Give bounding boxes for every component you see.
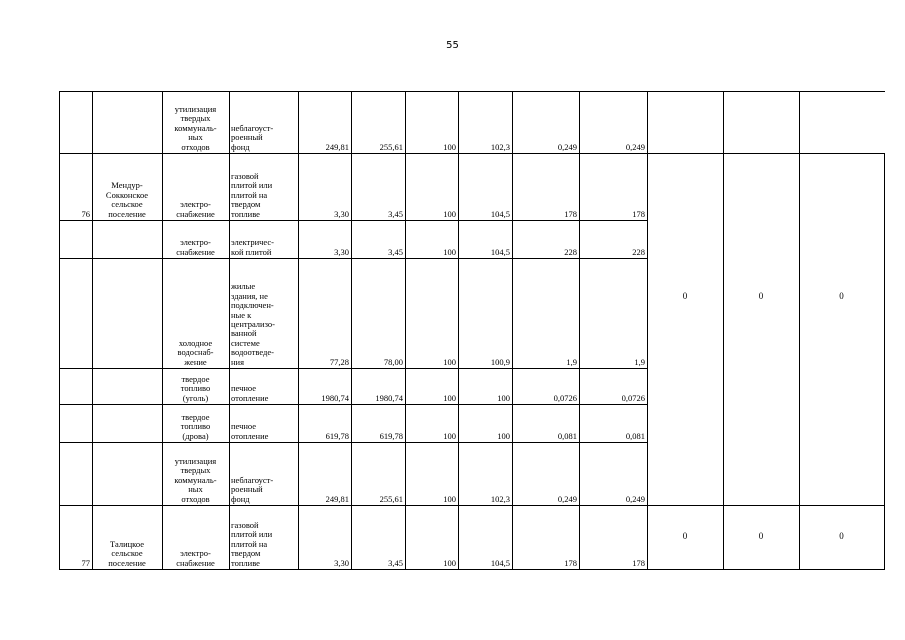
utility-type-line: твердых: [180, 113, 211, 124]
value-v2: [353, 248, 403, 257]
value-v3-line: 100: [443, 493, 456, 504]
housing-category-line: централизо-: [231, 319, 275, 330]
settlement-name-line: сельское: [111, 199, 143, 210]
value-v6: [581, 559, 645, 568]
utility-type: [164, 105, 227, 152]
value-v3: [407, 210, 456, 219]
value-v4-line: 100,9: [490, 356, 510, 367]
housing-category-line: плитой на: [231, 538, 268, 549]
settlement-name-line: поселение: [108, 557, 146, 568]
value-v2-line: 3,45: [388, 208, 403, 219]
housing-category-line: электричес-: [231, 237, 275, 248]
value-v1: [300, 432, 349, 441]
value-v6-line: 178: [632, 208, 645, 219]
value-v2: [353, 394, 403, 403]
housing-category-line: роенный: [231, 132, 263, 143]
value-v6: [581, 394, 645, 403]
value-v6-line: 178: [632, 557, 645, 568]
housing-category-line: твердом: [231, 199, 261, 210]
data-table: [59, 91, 884, 569]
housing-category-line: плитой на: [231, 189, 268, 200]
housing-category-line: ния: [231, 356, 245, 367]
value-v5: [514, 358, 577, 367]
value-v3-line: 100: [443, 141, 456, 152]
settlement-name-line: Талицкое: [110, 538, 144, 549]
utility-type-line: утилизация: [174, 456, 217, 466]
housing-category-line: ные к: [231, 309, 252, 320]
utility-type: [164, 200, 227, 219]
housing-category-line: печное: [231, 383, 257, 394]
housing-category-line: газовой: [231, 171, 259, 181]
value-v3: [407, 248, 456, 257]
value-v1: [300, 248, 349, 257]
settlement-name-line: сельское: [111, 548, 143, 559]
merged-value-1: 0: [682, 291, 688, 301]
value-v5: [514, 432, 577, 441]
housing-category-line: водоотведе-: [231, 347, 274, 358]
table-vline: [59, 91, 60, 569]
housing-category-line: системе: [231, 337, 260, 348]
settlement-name-line: Сокконское: [105, 189, 149, 200]
value-v5: [514, 559, 577, 568]
table-hline: [59, 569, 885, 570]
value-v6-line: 1,9: [634, 356, 645, 367]
housing-category-line: топливе: [231, 557, 260, 568]
value-v1: [300, 495, 349, 504]
housing-category-line: отопление: [231, 392, 269, 403]
value-v1: [300, 210, 349, 219]
housing-category: [231, 521, 296, 568]
value-v2: [353, 210, 403, 219]
value-v2: [353, 143, 403, 152]
value-v4: [460, 559, 510, 568]
utility-type: [164, 413, 227, 441]
table-hline: [59, 505, 885, 506]
value-v3: [407, 358, 456, 367]
utility-type-line: топливо: [180, 421, 211, 432]
value-v1: [300, 394, 349, 403]
value-v1-line: 3,30: [334, 208, 349, 219]
value-v2-line: 1980,74: [375, 392, 403, 403]
row-number: [61, 210, 90, 219]
utility-type-line: (уголь): [182, 392, 209, 403]
housing-category: [231, 476, 296, 504]
value-v1-line: 249,81: [325, 493, 349, 504]
value-v4: [460, 143, 510, 152]
table-vline: [298, 91, 299, 569]
housing-category-line: отопление: [231, 430, 269, 441]
utility-type-line: электро-: [180, 237, 211, 248]
value-v5-line: 178: [564, 208, 577, 219]
value-v4: [460, 358, 510, 367]
value-v1-line: 619,78: [325, 430, 349, 441]
utility-type-line: снабжение: [176, 208, 215, 219]
value-v3-line: 100: [443, 557, 456, 568]
table-vline: [92, 91, 93, 569]
table-vline: [229, 91, 230, 569]
value-v5: [514, 248, 577, 257]
table-hline: [59, 153, 885, 154]
utility-type-line: электро-: [180, 548, 211, 559]
value-v2-line: 3,45: [388, 557, 403, 568]
merged-value-1: 0: [682, 531, 688, 541]
table-vline: [579, 91, 580, 569]
value-v2: [353, 358, 403, 367]
value-v6: [581, 432, 645, 441]
value-v6: [581, 210, 645, 219]
value-v4: [460, 248, 510, 257]
housing-category-line: здания, не: [231, 290, 268, 301]
utility-type-line: отходов: [181, 493, 210, 504]
value-v1: [300, 559, 349, 568]
value-v6-line: 0,249: [625, 493, 645, 504]
housing-category-line: неблагоуст-: [231, 122, 274, 133]
value-v2-line: 255,61: [379, 493, 403, 504]
housing-category: [231, 172, 296, 219]
utility-type-line: твердое: [181, 411, 210, 422]
utility-type-line: твердых: [180, 465, 211, 476]
value-v6-line: 0,0726: [621, 392, 645, 403]
utility-type-line: ных: [188, 132, 203, 143]
value-v3-line: 100: [443, 430, 456, 441]
value-v2-line: 255,61: [379, 141, 403, 152]
table-vline: [351, 91, 352, 569]
utility-type-line: водоснаб-: [177, 347, 214, 358]
value-v3: [407, 495, 456, 504]
value-v6: [581, 143, 645, 152]
utility-type: [164, 339, 227, 367]
value-v4: [460, 432, 510, 441]
value-v3: [407, 559, 456, 568]
housing-category-line: газовой: [231, 520, 259, 530]
utility-type-line: электро-: [180, 199, 211, 210]
value-v4-line: 102,3: [490, 493, 510, 504]
value-v5-line: 0,249: [557, 493, 577, 504]
table-vline: [458, 91, 459, 569]
housing-category-line: топливе: [231, 208, 260, 219]
utility-type-line: холодное: [178, 337, 213, 348]
value-v4-line: 104,5: [490, 208, 510, 219]
value-v1-line: 3,30: [334, 246, 349, 257]
value-v4: [460, 394, 510, 403]
value-v1-line: 77,28: [329, 356, 349, 367]
utility-type: [164, 549, 227, 568]
value-v4-line: 104,5: [490, 246, 510, 257]
value-v4-line: 100: [497, 392, 510, 403]
value-v3-line: 100: [443, 246, 456, 257]
table-vline: [162, 91, 163, 569]
merged-value-3: 0: [839, 531, 844, 541]
housing-category-line: фонд: [231, 141, 250, 152]
value-v5: [514, 394, 577, 403]
value-v3: [407, 432, 456, 441]
row-number: [61, 559, 90, 568]
value-v4-line: 100: [497, 430, 510, 441]
utility-type-line: снабжение: [176, 246, 215, 257]
value-v6-line: 0,249: [625, 141, 645, 152]
value-v4: [460, 495, 510, 504]
utility-type-line: отходов: [181, 141, 210, 152]
value-v2-line: 78,00: [383, 356, 403, 367]
value-v3-line: 100: [443, 208, 456, 219]
housing-category-line: жилые: [231, 281, 256, 292]
value-v4-line: 102,3: [490, 141, 510, 152]
housing-category-line: роенный: [231, 484, 263, 495]
value-v6-line: 228: [632, 246, 645, 257]
utility-type-line: утилизация: [174, 104, 217, 114]
value-v1-line: 249,81: [325, 141, 349, 152]
value-v1: [300, 358, 349, 367]
value-v2: [353, 559, 403, 568]
value-v3: [407, 143, 456, 152]
value-v5: [514, 495, 577, 504]
value-v5: [514, 143, 577, 152]
table-hline: [59, 220, 648, 221]
utility-type-line: (дрова): [182, 430, 209, 441]
settlement-name-line: Мендур-: [111, 180, 143, 191]
housing-category-line: плитой или: [231, 180, 273, 191]
value-v3-line: 100: [443, 392, 456, 403]
housing-category-line: кой плитой: [231, 246, 272, 257]
table-vline: [647, 91, 648, 569]
value-v5: [514, 210, 577, 219]
table-hline: [59, 91, 885, 92]
value-v4: [460, 210, 510, 219]
table-vline: [405, 91, 406, 569]
housing-category: [231, 124, 296, 152]
value-v5-line: 228: [564, 246, 577, 257]
housing-category: [231, 422, 296, 441]
utility-type: [164, 457, 227, 504]
housing-category-line: фонд: [231, 493, 250, 504]
utility-type: [164, 375, 227, 403]
value-v6-line: 0,081: [625, 430, 645, 441]
utility-type-line: твердое: [181, 373, 210, 384]
table-vline: [799, 91, 800, 569]
housing-category-line: подключен-: [231, 300, 274, 311]
value-v6: [581, 358, 645, 367]
table-vline: [512, 91, 513, 569]
row-number-line: 76: [81, 208, 90, 219]
settlement-name: [94, 540, 160, 568]
value-v1-line: 1980,74: [321, 392, 349, 403]
value-v1: [300, 143, 349, 152]
row-number-line: 77: [81, 557, 90, 568]
utility-type-line: снабжение: [176, 557, 215, 568]
merged-value-3: 0: [839, 291, 844, 301]
merged-value-2: 0: [758, 531, 764, 541]
table-vline: [884, 153, 885, 569]
value-v6: [581, 495, 645, 504]
value-v3-line: 100: [443, 356, 456, 367]
value-v2-line: 3,45: [388, 246, 403, 257]
housing-category-line: неблагоуст-: [231, 474, 274, 485]
merged-value-2: 0: [758, 291, 764, 301]
housing-category: [231, 384, 296, 403]
utility-type-line: жение: [184, 356, 207, 367]
housing-category-line: твердом: [231, 548, 261, 559]
housing-category: [231, 282, 296, 367]
housing-category: [231, 238, 296, 257]
value-v5-line: 178: [564, 557, 577, 568]
housing-category-line: ванной: [231, 328, 257, 339]
value-v1-line: 3,30: [334, 557, 349, 568]
settlement-name: [94, 181, 160, 219]
value-v6: [581, 248, 645, 257]
value-v4-line: 104,5: [490, 557, 510, 568]
table-hline: [59, 442, 648, 443]
value-v5-line: 1,9: [566, 356, 577, 367]
utility-type: [164, 238, 227, 257]
housing-category-line: печное: [231, 421, 257, 432]
value-v2: [353, 495, 403, 504]
table-hline: [59, 258, 648, 259]
table-vline: [723, 91, 724, 569]
page-number: 55: [446, 40, 459, 51]
value-v2-line: 619,78: [379, 430, 403, 441]
utility-type-line: коммуналь-: [174, 122, 217, 133]
value-v5-line: 0,0726: [553, 392, 577, 403]
value-v5-line: 0,249: [557, 141, 577, 152]
value-v2: [353, 432, 403, 441]
value-v3: [407, 394, 456, 403]
housing-category-line: плитой или: [231, 529, 273, 540]
utility-type-line: коммуналь-: [174, 474, 217, 485]
settlement-name-line: поселение: [108, 208, 146, 219]
utility-type-line: ных: [188, 484, 203, 495]
table-hline: [59, 368, 648, 369]
table-hline: [59, 404, 648, 405]
utility-type-line: топливо: [180, 383, 211, 394]
value-v5-line: 0,081: [557, 430, 577, 441]
